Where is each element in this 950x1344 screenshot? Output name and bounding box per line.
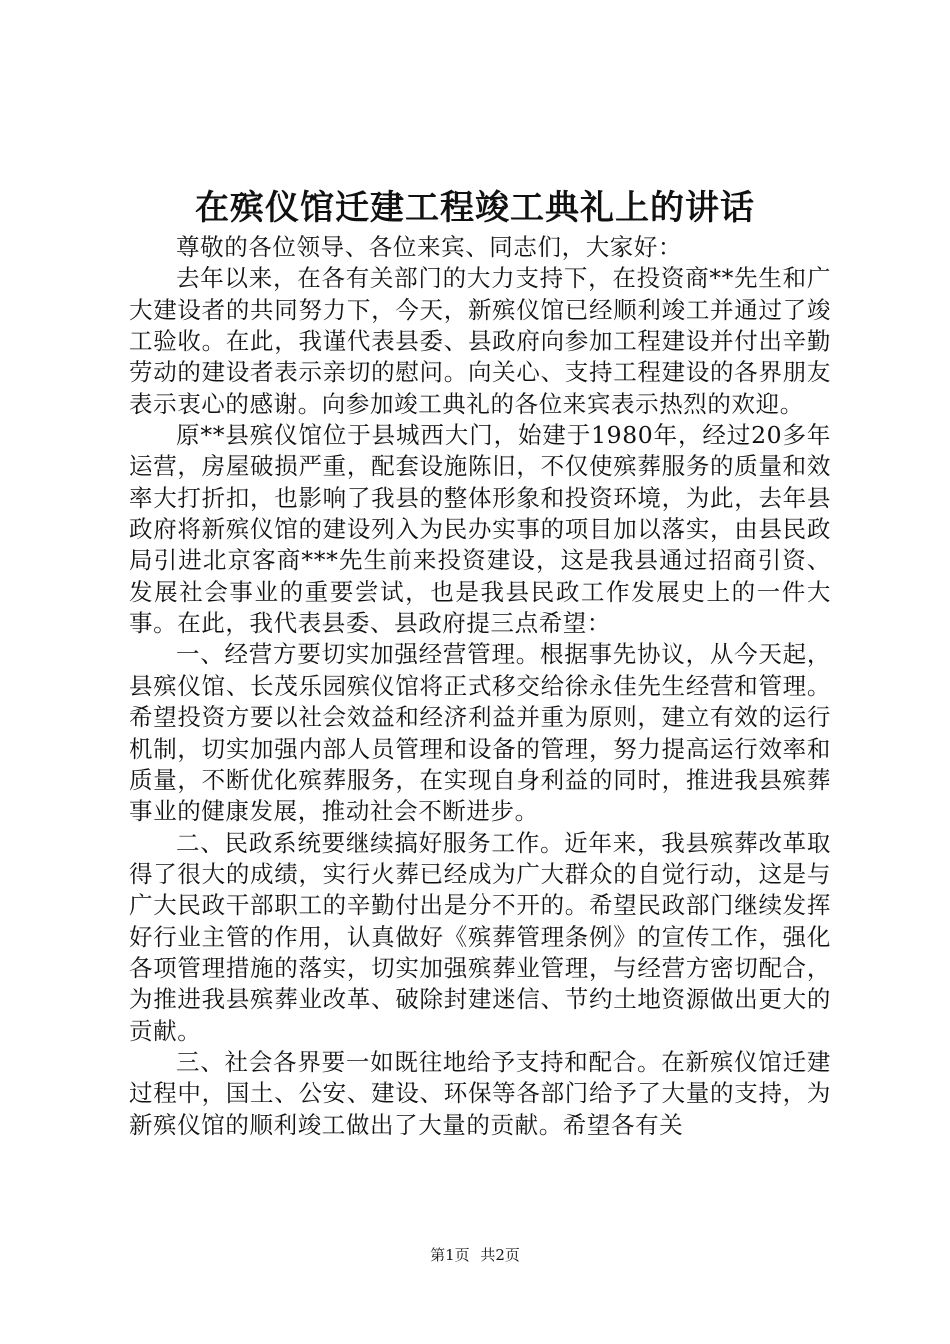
page-footer: [0, 1244, 950, 1266]
page-total: 共2页: [480, 1246, 520, 1264]
paragraph-hope-three: 三、社会各界要一如既往地给予支持和配合。在新殡仪馆迁建过程中，国土、公安、建设、环保等各部门给予了大量的支持，为新殡仪馆的顺利竣工做出了大量的贡献。希望各有关: [129, 1047, 831, 1139]
paragraph-hope-two: 二、民政系统要继续搞好服务工作。近年来，我县殡葬改革取得了很大的成绩，实行火葬已经成为广大群众的自觉行动，这是与广大民政干部职工的辛勤付出是分不开的。希望民政部门继续发挥好行业主管的作用，认真做好《殡葬管理条例》的宣传工作，强化各项管理措施的落实，切实加强殡葬业管理，与经营方密切配合，为推进我县殡葬业改革、破除封建迷信、节约土地资源做出更大的贡献。: [129, 828, 831, 1045]
paragraph-hope-one: 一、经营方要切实加强经营管理。根据事先协议，从今天起，县殡仪馆、长茂乐园殡仪馆将正式移交给徐永佳先生经营和管理。希望投资方要以社会效益和经济利益并重为原则，建立有效的运行机制，切实加强内部人员管理和设备的管理，努力提高运行效率和质量，不断优化殡葬服务，在实现自身利益的同时，推进我县殡葬事业的健康发展，推动社会不断进步。: [129, 640, 831, 826]
page-number: 第1页: [430, 1246, 470, 1264]
paragraph-greeting: 尊敬的各位领导、各位来宾、同志们，大家好：: [176, 233, 683, 261]
document-title: 在殡仪馆迁建工程竣工典礼上的讲话: [195, 188, 755, 228]
paragraph-background: 原**县殡仪馆位于县城西大门，始建于1980年，经过20多年运营，房屋破损严重，配套设施陈旧，不仅使殡葬服务的质量和效率大打折扣，也影响了我县的整体形象和投资环境，为此，去年县政府将新殡仪馆的建设列入为民办实事的项目加以落实，由县民政局引进北京客商***先生前来投资建设，这是我县通过招商引资、发展社会事业的重要尝试，也是我县民政工作发展史上的一件大事。在此，我代表县委、县政府提三点希望：: [129, 421, 831, 638]
paragraph-intro: 去年以来，在各有关部门的大力支持下，在投资商**先生和广大建设者的共同努力下，今天，新殡仪馆已经顺利竣工并通过了竣工验收。在此，我谨代表县委、县政府向参加工程建设并付出辛勤劳动的建设者表示亲切的慰问。向关心、支持工程建设的各界朋友表示衷心的感谢。向参加竣工典礼的各位来宾表示热烈的欢迎。: [129, 264, 831, 418]
document-body: [129, 232, 831, 1141]
